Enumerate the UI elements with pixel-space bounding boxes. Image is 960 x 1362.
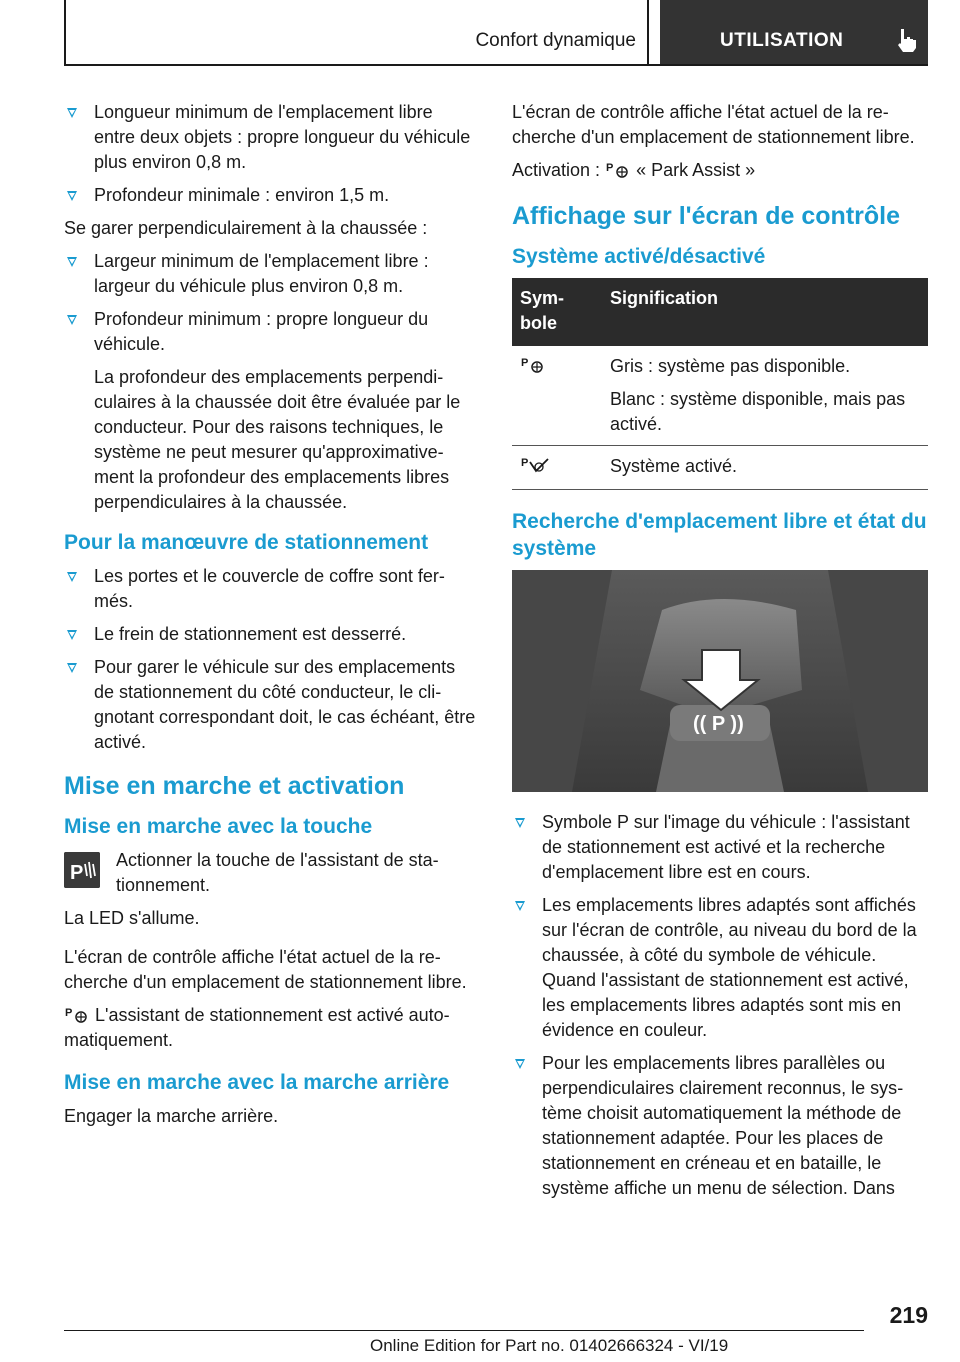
paragraph: Engager la marche arrière. — [64, 1106, 279, 1126]
activation-line: Activation : P « Park Assist » — [512, 160, 756, 180]
bullet-triangle-icon — [515, 1059, 525, 1069]
list-item: Les portes et le couvercle de coffre sont fermés. — [64, 564, 476, 614]
bullet-triangle-icon — [67, 315, 77, 325]
paragraph: L'écran de contrôle affiche l'état actuel de la recherche d'un emplacement de stationnement libre. — [512, 102, 915, 147]
hand-pointer-icon — [892, 26, 920, 54]
park-assist-active-icon — [520, 454, 550, 474]
park-assist-symbol-icon — [605, 159, 631, 179]
heading-systeme: Système activé/désactivé — [512, 245, 766, 268]
paragraph: Se garer perpendiculairement à la chaussée : — [64, 218, 428, 238]
bullet-triangle-icon — [67, 630, 77, 640]
footer-rule — [64, 1330, 864, 1331]
list-item: Les emplacements libres adaptés sont affichés sur l'écran de contrôle, au niveau du bord de la chaussée, à côté du symbole de véhicule. Quand l'assistant de stationnement est activé, les emplacements libres adaptés sont mis en évidence en couleur. — [512, 893, 928, 1043]
bullet-triangle-icon — [67, 108, 77, 118]
list-item: Largeur minimum de l'emplacement libre : largeur du véhicule plus environ 0,8 m. — [64, 249, 476, 299]
heading-recherche: Recherche d'emplacement libre et état du système — [512, 510, 927, 560]
symbol-table — [512, 278, 928, 490]
list-item: Profondeur minimum : propre longueur du véhicule. — [64, 307, 476, 357]
list-item: Symbole P sur l'image du véhicule : l'assistant de stationnement est activé et la recherche d'emplacement libre est en cours. — [512, 810, 928, 885]
svg-text:P: P — [70, 862, 84, 884]
svg-text:P: P — [521, 457, 529, 469]
page-number: 219 — [889, 1302, 928, 1328]
heading-touche: Mise en marche avec la touche — [64, 815, 373, 838]
park-assist-button-icon — [64, 852, 100, 888]
heading-manoeuvre: Pour la manœuvre de stationnement — [64, 531, 429, 554]
right-column — [512, 100, 928, 1209]
table-row: P Système activé. — [512, 446, 928, 490]
bullet-triangle-icon — [67, 572, 77, 582]
svg-text:P: P — [521, 357, 529, 369]
list-item-note: La profondeur des emplacements perpendiculaires à la chaussée doit être évaluée par le conducteur. Pour des raisons techniques, le système ne peut mesurer qu'approximativement la profondeur des emplacements libres perpendiculaires à la chaussée. — [94, 367, 461, 512]
header-separator — [647, 0, 649, 66]
bullet-triangle-icon — [67, 257, 77, 267]
parking-display-illustration — [512, 570, 928, 792]
table-row: P Gris : système pas disponible. Blanc : système disponible, mais pas activé. — [512, 346, 928, 446]
bullet-triangle-icon — [67, 191, 77, 201]
list-item: Profondeur minimale : environ 1,5 m. — [64, 183, 476, 208]
svg-text:P: P — [606, 162, 614, 174]
list-item: Longueur minimum de l'emplacement libre entre deux objets : propre longueur du véhicule plus environ 0,8 m. — [64, 100, 476, 175]
header-left-border — [64, 0, 66, 66]
svg-text:(( P )): (( P )) — [693, 713, 744, 735]
heading-marche-arriere: Mise en marche avec la marche arrière — [64, 1071, 450, 1094]
section-title: UTILISATION — [720, 30, 844, 51]
list-item: Le frein de stationnement est desserré. — [64, 622, 476, 647]
park-assist-symbol-icon — [520, 354, 546, 374]
key-instruction: P Actionner la touche de l'assistant de stationnement. — [64, 848, 476, 898]
heading-affichage: Affichage sur l'écran de contrôle — [512, 202, 900, 230]
table-header-meaning: Signification — [602, 278, 928, 346]
table-header-symbol: Symbole — [512, 278, 602, 346]
bullet-triangle-icon — [67, 663, 77, 673]
paragraph: La LED s'allume. — [64, 908, 200, 928]
paragraph: L'écran de contrôle affiche l'état actuel de la recherche d'un emplacement de stationnement libre. — [64, 947, 467, 992]
list-item: Pour garer le véhicule sur des emplacements de stationnement du côté conducteur, le clignotant correspondant doit, le cas échéant, être activé. — [64, 655, 476, 755]
bullet-triangle-icon — [515, 818, 525, 828]
svg-text:P: P — [65, 1007, 73, 1019]
list-item: Pour les emplacements libres parallèles ou perpendiculaires clairement reconnus, le système choisit automatiquement la méthode de stationnement adaptée. Pour les places de stationnement en créneau et en bataille, le système affiche un menu de sélection. Dans — [512, 1051, 928, 1201]
bullet-triangle-icon — [515, 901, 525, 911]
header-rule — [64, 64, 928, 66]
heading-mise-en-marche: Mise en marche et activation — [64, 772, 405, 800]
paragraph: P L'assistant de stationnement est activé automatiquement. — [64, 1005, 450, 1050]
chapter-title: Confort dynamique — [475, 30, 636, 51]
park-assist-symbol-icon — [64, 1004, 90, 1024]
footer-edition: Online Edition for Part no. 01402666324 - VI/19 — [370, 1336, 729, 1355]
car-with-park-symbol-icon — [512, 570, 928, 792]
left-column — [64, 100, 476, 1137]
